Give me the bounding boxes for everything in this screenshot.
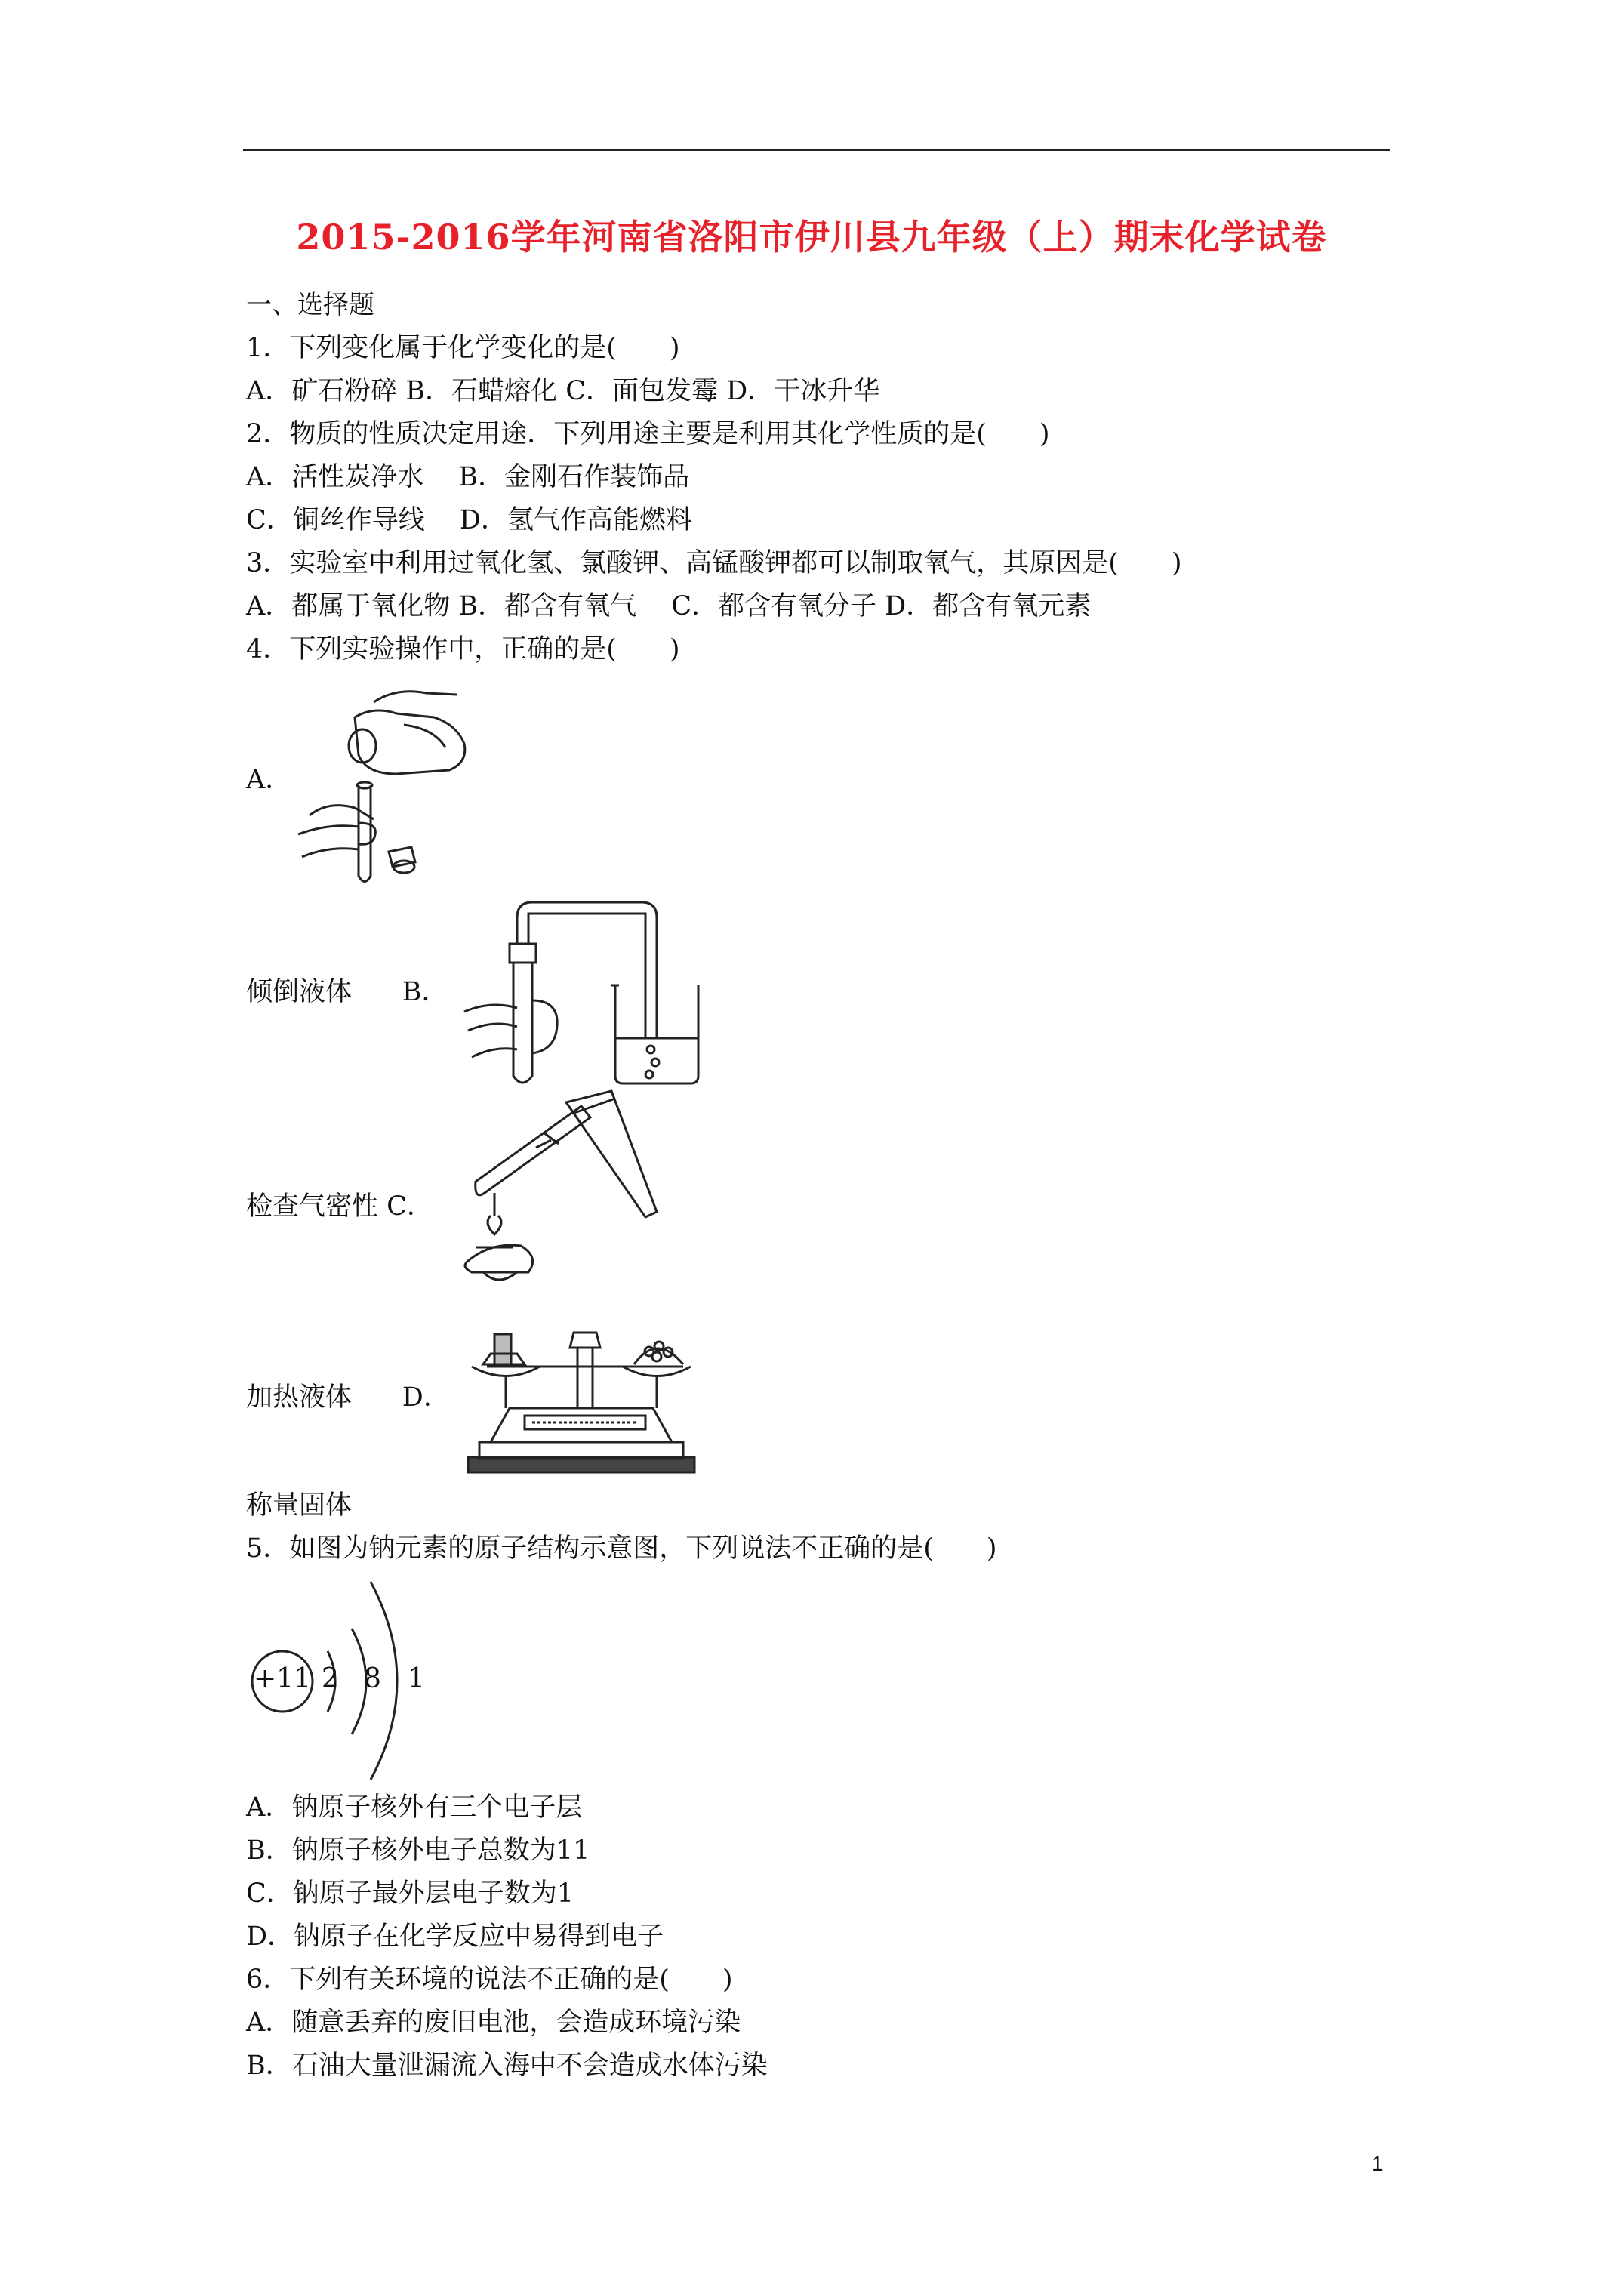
q5-option-b: B．钠原子核外电子总数为11 (246, 1835, 590, 1866)
pouring-liquid-illustration (283, 672, 487, 891)
q2-stem: 2．物质的性质决定用途．下列用途主要是利用其化学性质的是( ) (246, 419, 1050, 449)
shell-2-count: 8 (364, 1663, 381, 1694)
nucleus-charge: +11 (254, 1663, 311, 1694)
q4-b-caption-text: 检查气密性 (246, 1191, 379, 1222)
q6-stem: 6．下列有关环境的说法不正确的是( ) (246, 1965, 733, 1995)
q4-c-caption-text: 加热液体 (246, 1382, 353, 1413)
q6-option-a: A．随意丢弃的废旧电池，会造成环境污染 (246, 2008, 741, 2038)
shell-1-count: 2 (322, 1663, 339, 1694)
sodium-atom-diagram (246, 1574, 442, 1786)
section-heading: 一、选择题 (246, 290, 374, 320)
page-number: 1 (1372, 2152, 1384, 2175)
q4-a-caption (246, 977, 448, 1007)
q4-option-d-label: D． (402, 1382, 450, 1413)
q4-d-caption: 称量固体 (246, 1490, 353, 1521)
q4-option-a-label: A． (246, 765, 292, 795)
q4-option-b-label: B． (402, 977, 448, 1007)
shell-3-count: 1 (408, 1663, 425, 1694)
heating-liquid-illustration (453, 1072, 672, 1299)
page-title: 2015-2016学年河南省洛阳市伊川县九年级（上）期末化学试卷 (296, 217, 1327, 257)
q4-c-caption (246, 1382, 450, 1413)
airtightness-check-illustration (460, 887, 762, 1091)
balance-scale-illustration (464, 1318, 706, 1476)
q2-options-ab: A．活性炭净水 B．金刚石作装饰品 (246, 462, 690, 492)
q5-option-a: A．钠原子核外有三个电子层 (246, 1792, 583, 1823)
q4-stem: 4．下列实验操作中，正确的是( ) (246, 634, 680, 664)
q5-option-d: D．钠原子在化学反应中易得到电子 (246, 1922, 664, 1952)
q3-options: A．都属于氧化物 B．都含有氧气 C．都含有氧分子 D．都含有氧元素 (246, 591, 1092, 621)
q4-option-c-label: C． (387, 1191, 433, 1222)
q4-b-caption (246, 1191, 433, 1222)
q1-stem: 1．下列变化属于化学变化的是( ) (246, 333, 680, 363)
q4-a-caption-text: 倾倒液体 (246, 977, 353, 1007)
q3-stem: 3．实验室中利用过氧化氢、氯酸钾、高锰酸钾都可以制取氧气，其原因是( ) (246, 548, 1182, 578)
q6-option-b: B．石油大量泄漏流入海中不会造成水体污染 (246, 2051, 768, 2081)
q2-options-cd: C．铜丝作导线 D．氢气作高能燃料 (246, 505, 692, 535)
q5-option-c: C．钠原子最外层电子数为1 (246, 1878, 574, 1909)
q5-stem: 5．如图为钠元素的原子结构示意图，下列说法不正确的是( ) (246, 1533, 997, 1564)
q1-options: A．矿石粉碎 B．石蜡熔化 C．面包发霉 D．干冰升华 (246, 376, 880, 406)
header-rule (243, 149, 1390, 151)
